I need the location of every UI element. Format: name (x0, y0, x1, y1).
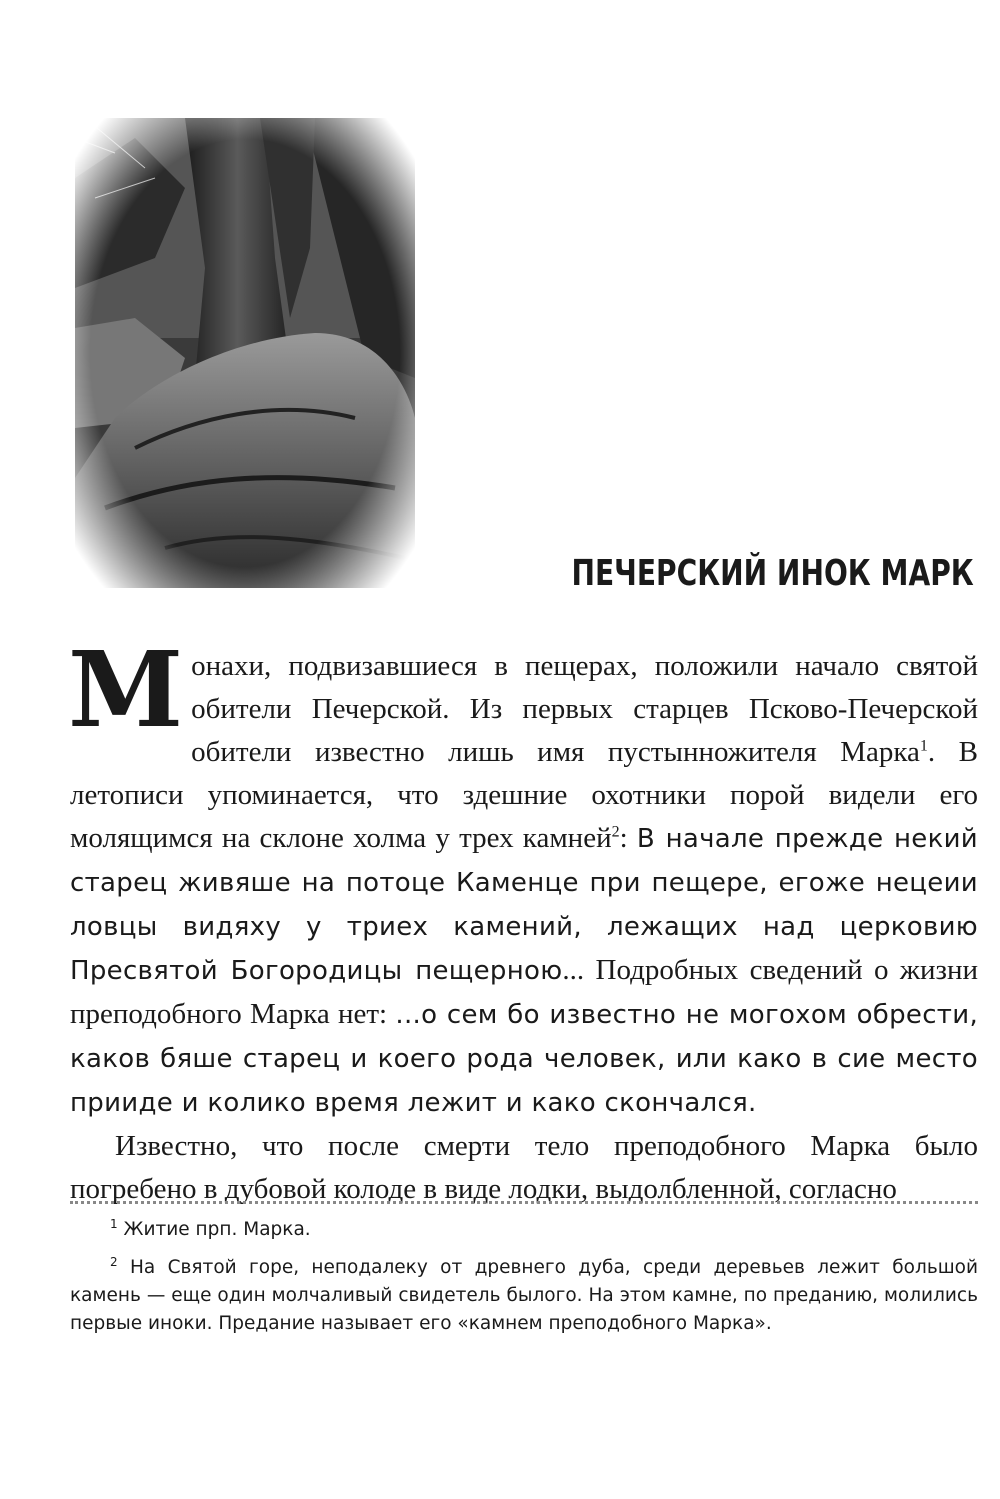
text-run: ... Подробных сведений о жизни преподобного Марка нет: (70, 954, 978, 1030)
text-run: : (619, 822, 637, 854)
footnote-ref-1[interactable]: 1 (919, 737, 928, 755)
footnote-text: Житие прп. Марка. (117, 1219, 311, 1240)
old-slavonic-quote: ...о сем бо известно не могохом обрести, каков бяше старец и коего рода человек, или како в сие место прииде и колико время лежит и како скончался. (70, 1000, 979, 1118)
footnote-divider (70, 1201, 978, 1204)
paragraph-1 (68, 628, 979, 1125)
footnote-text: На Святой горе, неподалеку от древнего дуба, среди деревьев лежит большой камень — еще один молчаливый свидетель былого. На этом камне, по преданию, молились первые иноки. Предание называет его «камнем преподобного Марка». (70, 1257, 978, 1334)
footnote-number: 2 (110, 1254, 118, 1269)
footnote-2 (70, 1254, 978, 1338)
chapter-title: ПЕЧЕРСКИЙ ИНОК МАРК (571, 553, 974, 594)
body-text (68, 628, 979, 1211)
text-run: онахи, подвизавшиеся в пещерах, положили начало святой обители Печерской. Из первых старцев Псково-Печерской обители известно лишь имя пустынножителя Марка (191, 650, 978, 768)
footnote-1 (70, 1216, 978, 1244)
old-slavonic-quote: В начале прежде некий старец живяше на потоце Каменце при пещере, егоже нецеии ловцы видяху у триех камений, лежащих над церковию Пресвятой Богородицы пещерною (70, 824, 979, 986)
footnote-number: 1 (110, 1216, 118, 1231)
footnote-ref-2[interactable]: 2 (611, 823, 620, 841)
tree-on-boulder-photo (75, 118, 415, 588)
paragraph-2: Известно, что после смерти тело преподобного Марка было погребено в дубовой колоде в виде лодки, выдолбленной, согласно (70, 1130, 978, 1205)
drop-cap: М (68, 628, 184, 751)
text-run: . В летописи упоминается, что здешние охотники порой видели его молящимся на склоне холма у трех камней (70, 736, 978, 854)
footnotes (70, 1216, 978, 1348)
